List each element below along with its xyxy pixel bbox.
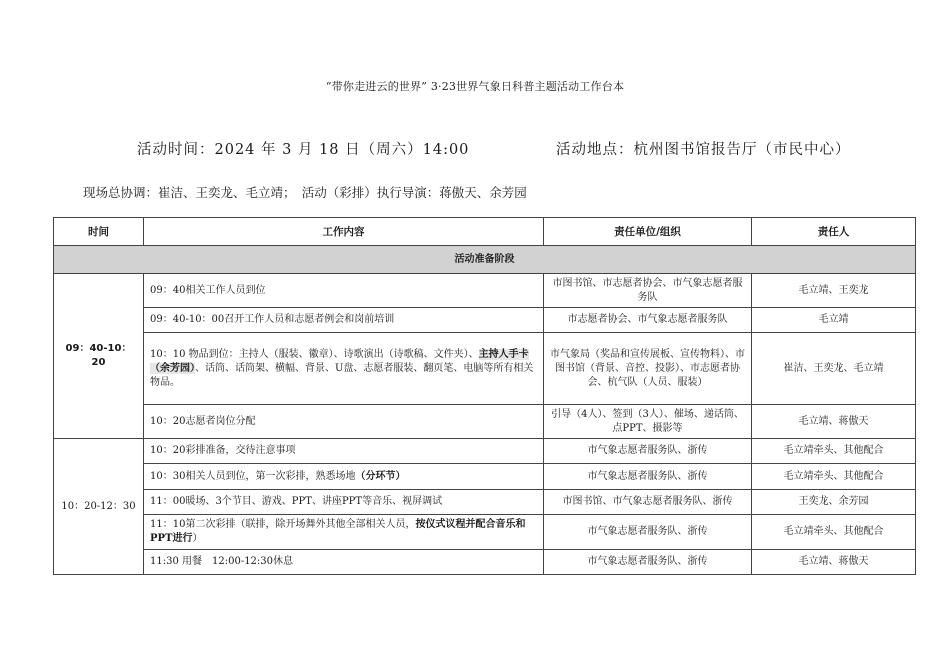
- table-row: [54, 405, 916, 439]
- content-cell: 10：20志愿者岗位分配: [144, 405, 544, 439]
- unit-cell: 市志愿者协会、市气象志愿者服务队: [544, 308, 752, 333]
- content-cell: 09：40-10：00召开工作人员和志愿者例会和岗前培训: [144, 308, 544, 333]
- unit-cell: 市图书馆、市志愿者协会、市气象志愿者服务队: [544, 274, 752, 308]
- table-row: [54, 464, 916, 490]
- header-person: 责任人: [752, 218, 916, 246]
- table-row: [54, 550, 916, 575]
- unit-cell: 市气象志愿者服务队、浙传: [544, 464, 752, 490]
- schedule-table: [53, 217, 916, 575]
- unit-cell: 引导（4人）、签到（3人）、催场、递话筒、点PPT、摄影等: [544, 405, 752, 439]
- table-row: [54, 333, 916, 405]
- coordinators-line: 现场总协调：崔洁、王奕龙、毛立靖； 活动（彩排）执行导演：蒋傲天、余芳园: [83, 185, 527, 200]
- header-unit: 责任单位/组织: [544, 218, 752, 246]
- table-row: [54, 439, 916, 464]
- table-header-row: [54, 218, 916, 246]
- person-cell: 王奕龙、余芳园: [752, 490, 916, 515]
- phase-row: [54, 246, 916, 274]
- person-cell: 毛立靖牵头、其他配合: [752, 464, 916, 490]
- header-content: 工作内容: [144, 218, 544, 246]
- unit-cell: 市图书馆、市气象志愿者服务队、浙传: [544, 490, 752, 515]
- content-cell: 11:30 用餐 12:00-12:30休息: [144, 550, 544, 575]
- person-cell: 毛立靖: [752, 308, 916, 333]
- content-part: 10：30相关人员到位，第一次彩排，熟悉场地: [150, 470, 356, 482]
- person-cell: 毛立靖、蒋傲天: [752, 405, 916, 439]
- person-cell: 毛立靖、蒋傲天: [752, 550, 916, 575]
- content-emphasis: 主持人手卡（余芳园）: [150, 348, 529, 374]
- unit-cell: 市气象局（奖品和宣传展板、宣传物料）、市图书馆（背景、音控、投影）、市志愿者协会、杭气队（人员、服装）: [544, 333, 752, 405]
- time-slot-2: 10：20-12：30: [54, 439, 144, 575]
- activity-time: 活动时间：2024 年 3 月 18 日（周六）14:00: [137, 142, 470, 158]
- content-part: 、话筒、话筒架、横幅、背景、U盘、志愿者服装、翻页笔、电脑等所有相关物品。: [150, 362, 534, 388]
- table-row: [54, 490, 916, 515]
- unit-cell: 市气象志愿者服务队、浙传: [544, 550, 752, 575]
- person-cell: 毛立靖牵头、其他配合: [752, 439, 916, 464]
- time-slot-1: 09：40-10：20: [54, 274, 144, 439]
- person-cell: 崔洁、王奕龙、毛立靖: [752, 333, 916, 405]
- table-row: [54, 274, 916, 308]
- table-row: [54, 515, 916, 550]
- document-title: “带你走进云的世界” 3·23世界气象日科普主题活动工作台本: [325, 80, 625, 93]
- content-cell: 09：40相关工作人员到位: [144, 274, 544, 308]
- table-row: [54, 308, 916, 333]
- activity-place: 活动地点：杭州图书馆报告厅（市民中心）: [556, 142, 851, 158]
- content-emphasis: （分环节）: [355, 470, 406, 482]
- content-cell: [144, 333, 544, 405]
- content-cell: 10：20彩排准备，交待注意事项: [144, 439, 544, 464]
- unit-cell: 市气象志愿者服务队、浙传: [544, 515, 752, 550]
- content-cell: 11：00暖场、3个节目、游戏、PPT、讲座PPT等音乐、视屏调试: [144, 490, 544, 515]
- content-emphasis: 按仪式议程并配合音乐和PPT进行: [150, 519, 526, 544]
- person-cell: 毛立靖牵头、其他配合: [752, 515, 916, 550]
- header-time: 时间: [54, 218, 144, 246]
- content-cell: [144, 464, 544, 490]
- content-cell: [144, 515, 544, 550]
- unit-cell: 市气象志愿者服务队、浙传: [544, 439, 752, 464]
- content-part: 10：10 物品到位：主持人（服装、徽章）、诗歌演出（诗歌稿、文件夹）、: [150, 348, 479, 360]
- person-cell: 毛立靖、王奕龙: [752, 274, 916, 308]
- content-part: 11：10第二次彩排（联排，除开场舞外其他全部相关人员，: [150, 519, 416, 530]
- phase-label: 活动准备阶段: [54, 246, 916, 274]
- content-part: ）: [192, 533, 203, 544]
